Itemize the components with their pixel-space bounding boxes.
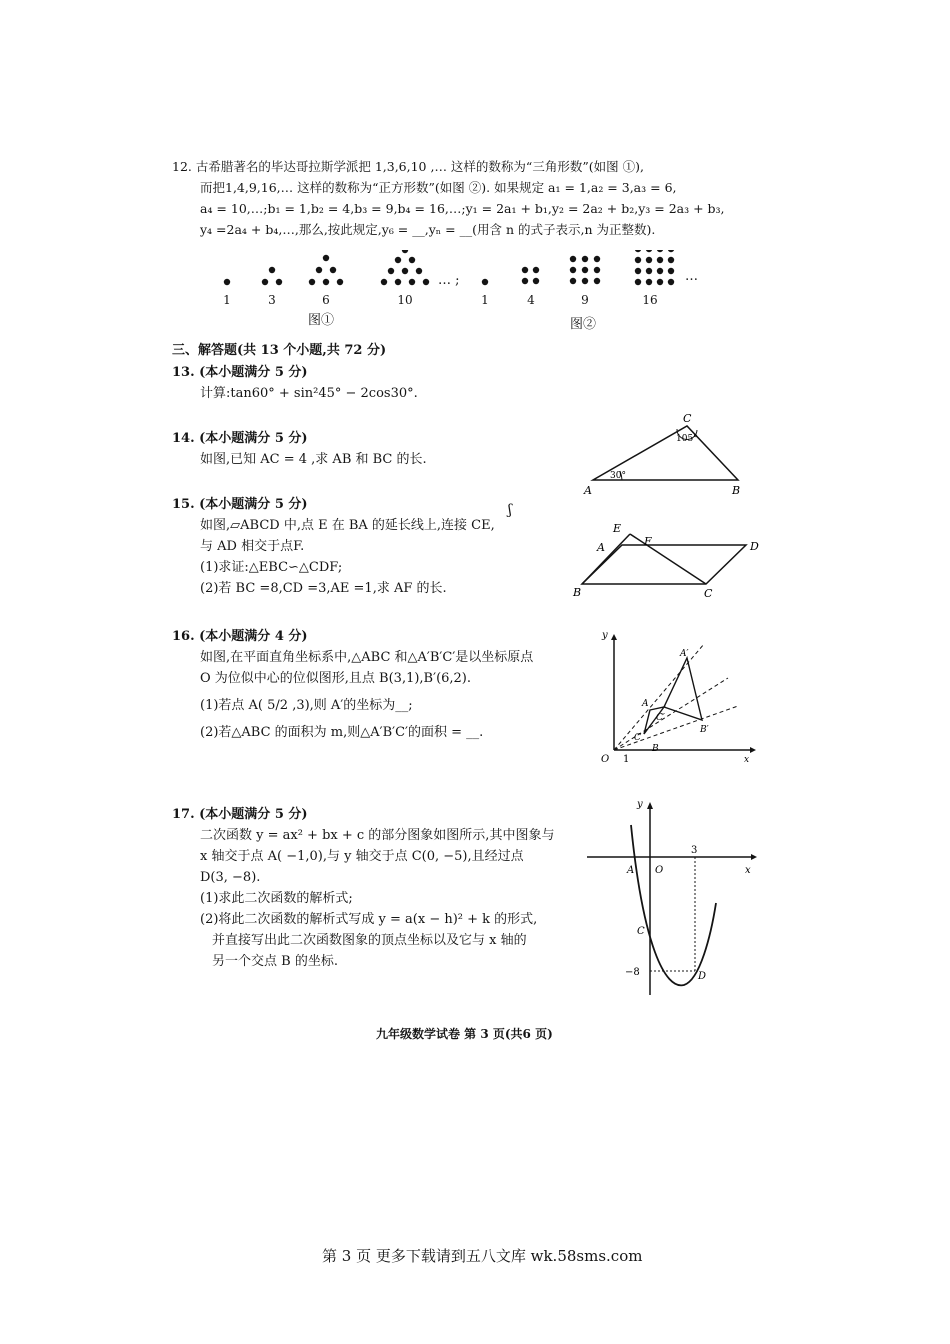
- q15-line-4: (2)若 BC =8,CD =3,AE =1,求 AF 的长.: [200, 581, 447, 596]
- tick-label-1: 1: [623, 754, 630, 765]
- question-17: [172, 804, 554, 972]
- tick-label-3: 3: [691, 845, 698, 856]
- question-12: [172, 156, 725, 240]
- origin-label: O: [601, 754, 610, 765]
- point-a-label: A: [584, 484, 592, 497]
- triangle-label-3: 3: [268, 293, 276, 307]
- q13-title: 13. (本小题满分 5 分): [172, 365, 308, 380]
- dashed-ray-c: [614, 678, 728, 750]
- line-ec: [630, 534, 706, 584]
- q15-stray-mark: ʃ: [508, 502, 512, 518]
- square-label-9: 9: [581, 293, 589, 307]
- question-13: [172, 362, 418, 404]
- q17-parabola-figure: [585, 795, 765, 1000]
- point-f-label: F: [644, 535, 652, 548]
- q17-title: 17. (本小题满分 5 分): [172, 807, 308, 822]
- q14-title: 14. (本小题满分 5 分): [172, 431, 308, 446]
- point-c-label: C: [683, 412, 692, 425]
- line-be: [582, 534, 630, 584]
- q15-parallelogram-figure: [570, 520, 770, 600]
- x-axis-label: x: [744, 755, 750, 765]
- triangle-label-10: 10: [397, 293, 413, 307]
- angle-a-label: 30°: [610, 471, 626, 481]
- tick-label-minus8: −8: [625, 967, 640, 978]
- q16-line-2: O 为位似中心的位似图形,且点 B(3,1),B′(6,2).: [200, 671, 472, 686]
- q16-line-4: (2)若△ABC 的面积为 m,则△A′B′C′的面积 = __.: [200, 725, 484, 740]
- q12-dot-figures: [210, 250, 730, 330]
- q17-line-4: (1)求此二次函数的解析式;: [200, 891, 353, 906]
- q15-line-1: 如图,▱ABCD 中,点 E 在 BA 的延长线上,连接 CE,: [200, 518, 495, 533]
- q15-title: 15. (本小题满分 5 分): [172, 497, 308, 512]
- point-b-label: B: [573, 586, 582, 599]
- point-e-label: E: [613, 522, 622, 535]
- origin-label: O: [655, 865, 664, 876]
- q16-coordinate-figure: [592, 628, 762, 768]
- q17-line-6: 并直接写出此二次函数图象的顶点坐标以及它与 x 轴的: [212, 933, 527, 948]
- point-b-prime-label: B′: [700, 725, 709, 735]
- q15-line-2: 与 AD 相交于点F.: [200, 539, 305, 554]
- point-a-prime-label: A′: [680, 649, 689, 659]
- point-b-label: B: [652, 744, 659, 754]
- point-d-label: D: [698, 971, 707, 982]
- y-axis-label: y: [637, 799, 643, 810]
- q12-ellipsis-2: …: [685, 269, 698, 284]
- q17-line-3: D(3, −8).: [200, 870, 261, 885]
- q17-line-1: 二次函数 y = ax² + bx + c 的部分图象如图所示,其中图象与: [200, 828, 555, 843]
- x-axis-label: x: [745, 865, 751, 876]
- point-a-label: A: [597, 541, 605, 554]
- point-a-label: A: [642, 699, 649, 709]
- q17-line-5: (2)将此二次函数的解析式写成 y = a(x − h)² + k 的形式,: [200, 912, 538, 927]
- triangle-a2b2c2: [664, 658, 702, 720]
- download-watermark: 第 3 页 更多下载请到五八文库 wk.58sms.com: [322, 1247, 643, 1265]
- q17-line-7: 另一个交点 B 的坐标.: [212, 954, 338, 969]
- square-label-4: 4: [527, 293, 535, 307]
- question-14: [172, 428, 427, 470]
- square-label-16: 16: [642, 293, 658, 307]
- point-c-label: C: [637, 926, 645, 937]
- question-15: [172, 494, 495, 599]
- parabola-curve: [631, 825, 716, 985]
- q12-figure-2-caption: 图②: [570, 317, 597, 332]
- point-a-label: A: [627, 865, 635, 876]
- square-label-1: 1: [481, 293, 489, 307]
- point-c-prime-label: C′: [656, 713, 665, 723]
- q16-title: 16. (本小题满分 4 分): [172, 629, 308, 644]
- angle-c-label: 105°: [676, 434, 698, 444]
- y-axis-label: y: [602, 630, 608, 641]
- triangle-dot: [224, 279, 230, 285]
- q16-line-1: 如图,在平面直角坐标系中,△ABC 和△A′B′C′是以坐标原点: [200, 650, 534, 665]
- triangle-label-1: 1: [223, 293, 231, 307]
- q12-line-2: 而把1,4,9,16,… 这样的数称为“正方形数”(如图 ②). 如果规定 a₁ = 1,a₂ = 3,a₃ = 6,: [200, 180, 677, 195]
- point-d-label: D: [750, 540, 759, 553]
- q12-line-3: a₄ = 10,…;b₁ = 1,b₂ = 4,b₃ = 9,b₄ = 16,…;y₁ = 2a₁ + b₁,y₂ = 2a₂ + b₂,y₃ = 2a₃ + b₃,: [200, 201, 725, 216]
- q13-body: 计算:tan60° + sin²45° − 2cos30°.: [200, 386, 418, 401]
- section-3-heading: 三、解答题(共 13 个小题,共 72 分): [172, 343, 387, 358]
- q12-line-1: 12. 古希腊著名的毕达哥拉斯学派把 1,3,6,10 ,… 这样的数称为“三角形数”(如图 ①),: [172, 159, 644, 174]
- x-axis-arrow: [750, 747, 756, 753]
- y-axis-arrow: [647, 802, 653, 809]
- q16-line-3: (1)若点 A( 5/2 ,3),则 A′的坐标为__;: [200, 698, 413, 713]
- page-footer: 九年级数学试卷 第 3 页(共6 页): [376, 1027, 553, 1041]
- y-axis-arrow: [611, 634, 617, 640]
- point-b-label: B: [732, 484, 741, 497]
- point-c-label: C: [634, 733, 641, 743]
- q12-line-4: y₄ =2a₄ + b₄,…,那么,按此规定,y₆ = __,yₙ = __(用含 n 的式子表示,n 为正整数).: [200, 222, 656, 237]
- triangle-label-6: 6: [322, 293, 330, 307]
- x-axis-arrow: [751, 854, 757, 860]
- q12-figure-1-caption: 图①: [308, 313, 335, 328]
- q14-body: 如图,已知 AC = 4 ,求 AB 和 BC 的长.: [200, 452, 427, 467]
- dashed-ray-a: [614, 644, 704, 750]
- point-c-label: C: [704, 587, 713, 600]
- parallelogram-abcd: [582, 545, 746, 584]
- q14-triangle-figure: [580, 408, 750, 498]
- q17-line-2: x 轴交于点 A( −1,0),与 y 轴交于点 C(0, −5),且经过点: [200, 849, 524, 864]
- q12-ellipsis-1: … ;: [438, 273, 460, 288]
- question-16: [172, 626, 533, 743]
- q15-line-3: (1)求证:△EBC∽△CDF;: [200, 560, 343, 575]
